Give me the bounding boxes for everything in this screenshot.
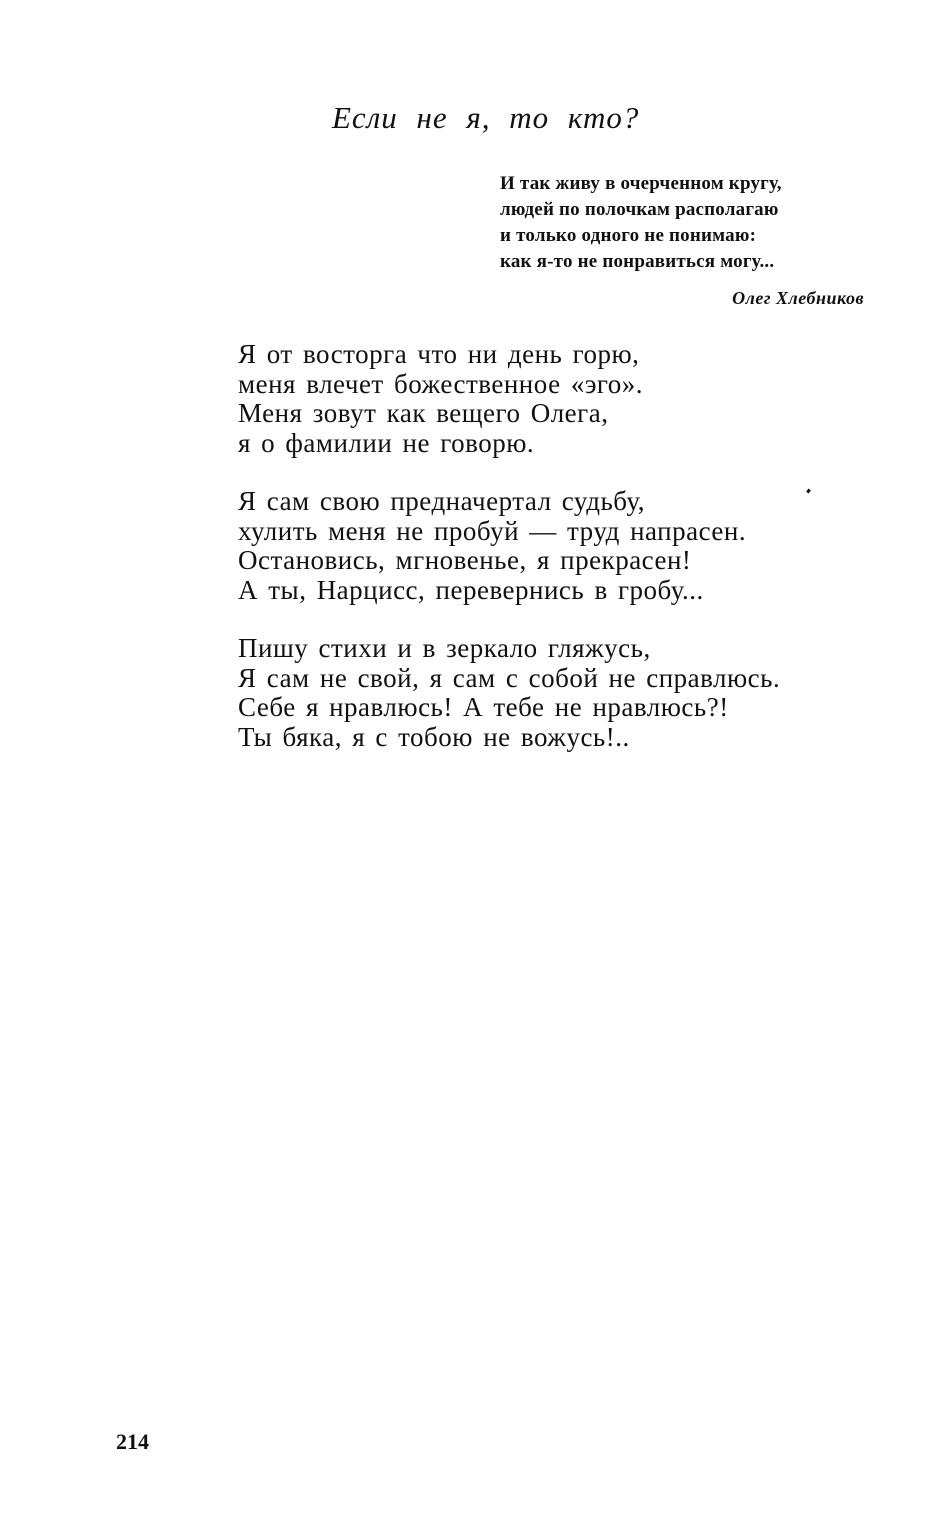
verse-line: Я сам не свой, я сам с собой не справлюсь. — [238, 662, 781, 693]
stanza-3 — [238, 634, 858, 752]
stanza-1 — [238, 340, 858, 458]
epigraph-line: людей по полочкам располагаю — [500, 199, 779, 220]
epigraph-line: И так живу в очерченном кругу, — [500, 173, 782, 194]
poem-body — [238, 340, 858, 781]
epigraph-author: Олег Хлебников — [732, 288, 864, 308]
stanza-2 — [238, 487, 858, 605]
page-number: 214 — [116, 1429, 149, 1454]
verse-line: я о фамилии не говорю. — [238, 427, 535, 458]
verse-line: хулить меня не пробуй — труд напрасен. — [238, 515, 747, 546]
verse-line: А ты, Нарцисс, перевернись в гробу... — [238, 574, 704, 605]
epigraph — [500, 171, 866, 310]
verse-line: Пишу стихи и в зеркало гляжусь, — [238, 633, 651, 663]
verse-line: меня влечет божественное «эго». — [238, 368, 644, 399]
poem-title: Если не я, то кто? — [332, 100, 640, 135]
verse-line: Я сам свою предначертал судьбу, — [238, 486, 646, 516]
verse-line: Остановись, мгновенье, я прекрасен! — [238, 545, 692, 575]
verse-line: Ты бяка, я с тобою не вожусь!.. — [238, 721, 630, 752]
verse-line: Я от восторга что ни день горю, — [238, 339, 640, 369]
epigraph-line: и только одного не понимаю: — [500, 225, 757, 246]
epigraph-line: как я-то не понравиться могу... — [500, 251, 775, 272]
verse-line: Меня зовут как вещего Олега, — [238, 398, 609, 428]
verse-line: Себе я нравлюсь! А тебе не нравлюсь?! — [238, 692, 729, 722]
